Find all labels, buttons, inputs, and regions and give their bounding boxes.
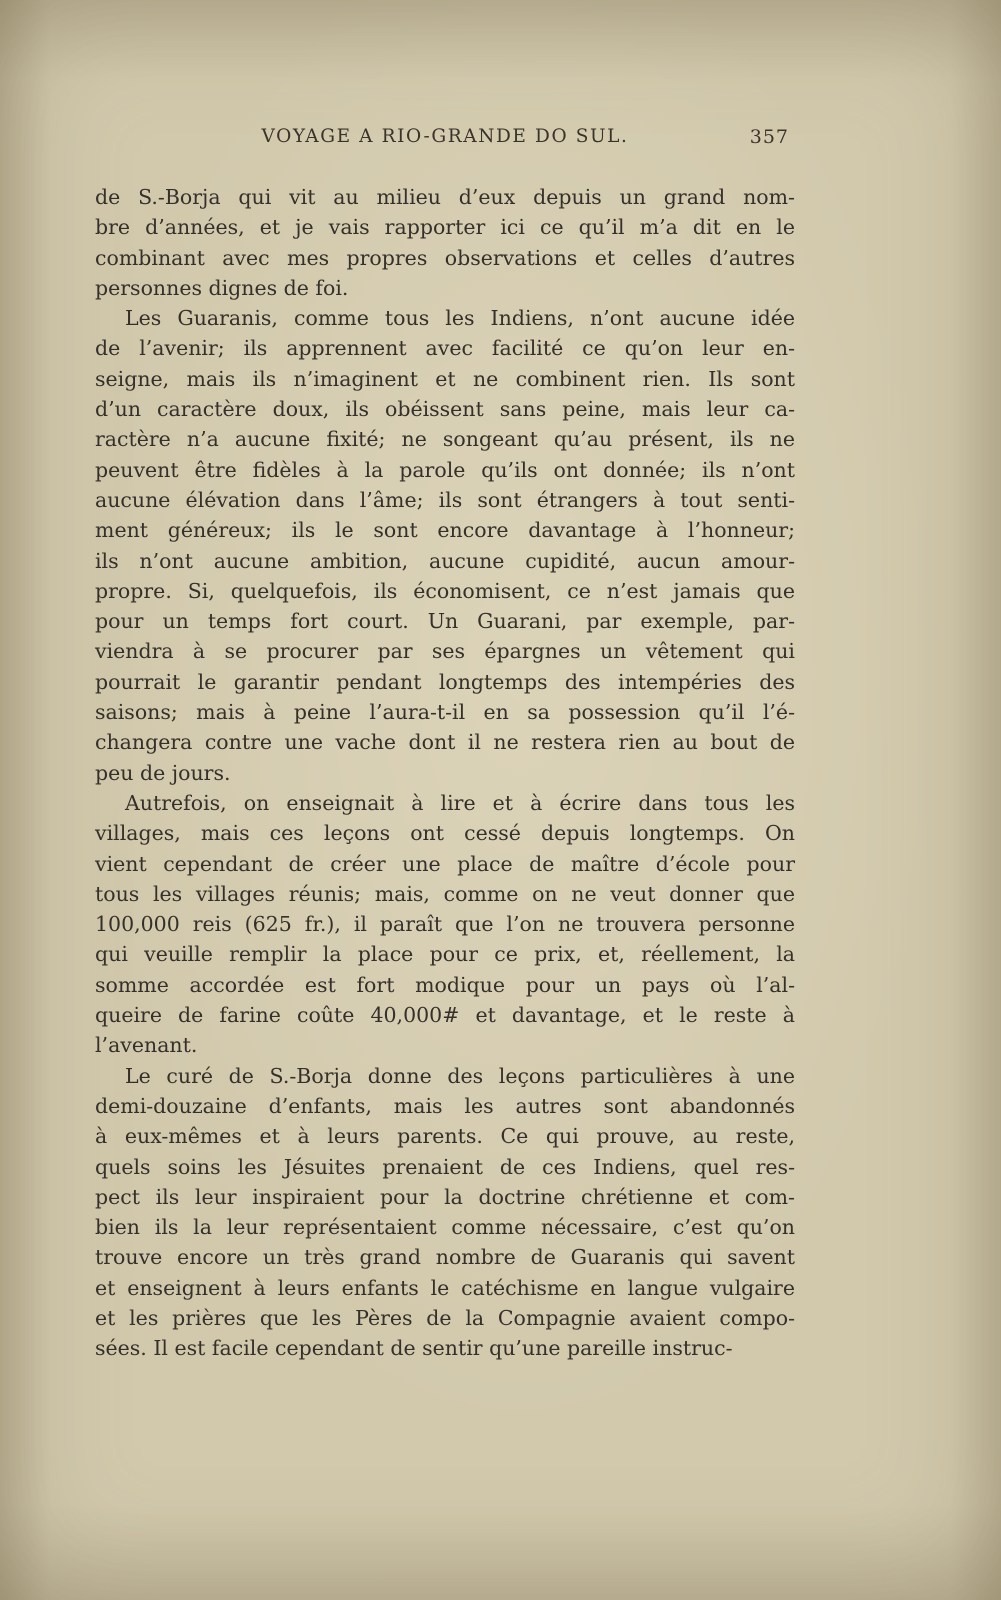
text-line: aucune élévation dans l’âme; ils sont étrangers à tout senti- [95, 487, 795, 512]
paragraph [95, 182, 795, 303]
text-line: bien ils la leur représentaient comme nécessaire, c’est qu’on [95, 1215, 795, 1240]
page-body [95, 182, 795, 1364]
paragraph [95, 788, 795, 1061]
text-line: de S.-Borja qui vit au milieu d’eux depuis un grand nom- [95, 185, 795, 209]
text-line: pect ils leur inspiraient pour la doctrine chrétienne et com- [95, 1184, 795, 1209]
paragraph [95, 303, 795, 788]
text-line: Autrefois, on enseignait à lire et à écrire dans tous les [125, 790, 795, 815]
text-line: 100,000 reis (625 fr.), il paraît que l’on ne trouvera personne [95, 912, 795, 937]
text-line: pourrait le garantir pendant longtemps des intempéries des [95, 669, 795, 694]
text-line: peu de jours. [95, 760, 231, 785]
text-line: Le curé de S.-Borja donne des leçons particulières à une [125, 1063, 795, 1088]
text-line: pour un temps fort court. Un Guarani, par exemple, par- [95, 609, 795, 634]
text-line: seigne, mais ils n’imaginent et ne combinent rien. Ils sont [95, 366, 795, 391]
text-line: demi-douzaine d’enfants, mais les autres sont abandonnés [95, 1093, 795, 1118]
text-line: saisons; mais à peine l’aura-t-il en sa possession qu’il l’é- [95, 700, 795, 725]
text-line: l’avenant. [95, 1033, 198, 1058]
text-line: queire de farine coûte 40,000# et davantage, et le reste à [95, 1003, 795, 1028]
text-line: combinant avec mes propres observations et celles d’autres [95, 245, 795, 270]
text-line: vient cependant de créer une place de maître d’école pour [95, 851, 795, 876]
running-head: VOYAGE A RIO-GRANDE DO SUL. [261, 126, 629, 147]
text-line: trouve encore un très grand nombre de Guaranis qui savent [95, 1245, 795, 1270]
paragraph [95, 1061, 795, 1364]
text-line: à eux-mêmes et à leurs parents. Ce qui prouve, au reste, [95, 1124, 795, 1149]
text-line: villages, mais ces leçons ont cessé depuis longtemps. On [95, 821, 795, 846]
text-line: ractère n’a aucune fixité; ne songeant qu’au présent, ils ne [95, 427, 795, 452]
text-line: et enseignent à leurs enfants le catéchisme en langue vulgaire [95, 1275, 795, 1300]
text-line: sées. Il est facile cependant de sentir qu’une pareille instruc- [95, 1336, 733, 1361]
text-line: propre. Si, quelquefois, ils économisent, ce n’est jamais que [95, 578, 795, 603]
text-line: qui veuille remplir la place pour ce prix, et, réellement, la [95, 942, 795, 967]
text-line: ment généreux; ils le sont encore davantage à l’honneur; [95, 518, 795, 543]
text-line: Les Guaranis, comme tous les Indiens, n’ont aucune idée [125, 306, 795, 331]
text-line: quels soins les Jésuites prenaient de ces Indiens, quel res- [95, 1154, 795, 1179]
text-line: ils n’ont aucune ambition, aucune cupidité, aucun amour- [95, 548, 795, 573]
text-line: viendra à se procurer par ses épargnes un vêtement qui [95, 639, 795, 664]
text-line: d’un caractère doux, ils obéissent sans peine, mais leur ca- [95, 397, 795, 422]
text-line: bre d’années, et je vais rapporter ici ce qu’il m’a dit en le [95, 215, 795, 240]
text-line: somme accordée est fort modique pour un pays où l’al- [95, 972, 795, 997]
text-line: changera contre une vache dont il ne restera rien au bout de [95, 730, 795, 755]
page-number: 357 [749, 126, 789, 148]
text-line: tous les villages réunis; mais, comme on ne veut donner que [95, 881, 795, 906]
text-line: peuvent être fidèles à la parole qu’ils ont donnée; ils n’ont [95, 457, 795, 482]
text-line: et les prières que les Pères de la Compagnie avaient compo- [95, 1305, 795, 1330]
text-line: personnes dignes de foi. [95, 275, 349, 300]
text-line: de l’avenir; ils apprennent avec facilité ce qu’on leur en- [95, 336, 795, 361]
page-header [95, 126, 795, 154]
